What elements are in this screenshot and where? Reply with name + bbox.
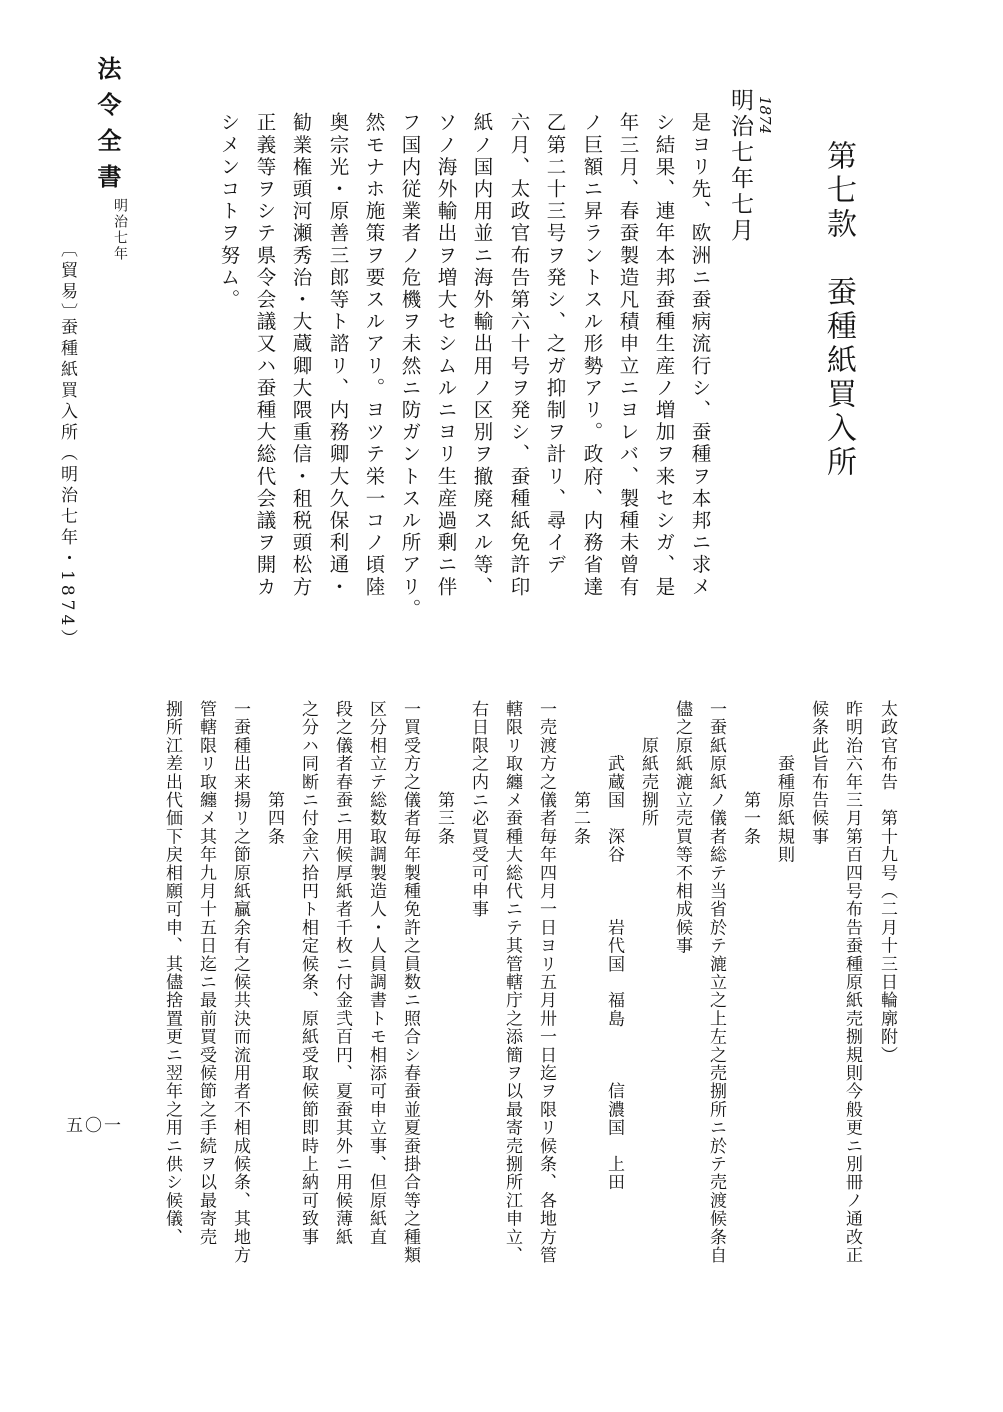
decree-line: 武蔵国 深谷 岩代国 福島 信濃国 上田: [604, 700, 624, 1192]
commentary-line: ソノ海外輸出ヲ増大セシムルニヨリ生産過剰ニ伴: [434, 112, 458, 599]
page-number: 五〇一: [66, 1116, 123, 1136]
commentary-line: 六月、太政官布告第六十号ヲ発シ、蚕種紙免許印: [507, 112, 531, 599]
decree-line: 段之儀者春蚕ニ用候厚紙者千枚ニ付金弐百円、夏蚕其外ニ用候薄紙: [332, 700, 352, 1246]
commentary-line: シメンコトヲ努ム。: [217, 112, 241, 311]
commentary-line: 正義等ヲシテ県令会議又ハ蚕種大総代会議ヲ開カ: [253, 112, 277, 599]
decree-line: 右日限之内ニ必買受可申事: [468, 700, 488, 919]
section-year: 1874: [756, 96, 774, 135]
commentary-line: 年三月、春蚕製造凡積申立ニヨレバ、製種未曾有: [616, 112, 640, 599]
commentary-line: フ国内従業者ノ危機ヲ未然ニ防ガントスル所アリ。: [398, 112, 422, 621]
decree-line: 第二条: [570, 700, 590, 846]
decree-line: 一蚕種出来揚リ之節原紙贏余有之候共決而流用者不相成候条、其地方: [230, 700, 250, 1265]
topic-reference: 蚕種紙買入所（明治七年・1874）: [57, 318, 77, 651]
decree-line: 一買受方之儀者毎年製種免許之員数ニ照合シ春蚕並夏蚕掛合等之種類: [400, 700, 420, 1265]
decree-line: 一売渡方之儀者毎年四月一日ヨリ五月卅一日迄ヲ限リ候条、各地方管: [536, 700, 556, 1265]
commentary-line: 是ヨリ先、欧洲ニ蚕病流行シ、蚕種ヲ本邦ニ求メ: [688, 112, 712, 599]
decree-line: 昨明治六年三月第百四号布告蚕種原紙売捌規則今般更ニ別冊ノ通改正: [842, 700, 862, 1265]
commentary-line: シ結果、連年本邦蚕種生産ノ増加ヲ来セシガ、是: [652, 112, 676, 599]
book-title: 法令全書: [93, 56, 122, 200]
decree-line: 区分相立テ総数取調製造人・人員調書トモ相添可申立事、但原紙直: [366, 700, 386, 1246]
commentary-line: 然モナホ施策ヲ要スルアリ。ヨツテ栄一コノ頃陸: [362, 112, 386, 599]
decree-header: 太政官布告 第十九号（二月十三日輪廓附）: [877, 700, 897, 1064]
commentary-line: 乙第二十三号ヲ発シ、之ガ抑制ヲ計リ、尋イデ: [543, 112, 567, 577]
decree-line: 第一条: [740, 700, 760, 846]
commentary-line: ノ巨額ニ昇ラントスル形勢アリ。政府、内務省達: [580, 112, 604, 599]
decree-line: 第三条: [434, 700, 454, 846]
decree-line: 管轄限リ取纏メ其年九月十五日迄ニ最前買受候節之手続ヲ以最寄売: [196, 700, 216, 1246]
decree-line: 轄限リ取纏メ蚕種大総代ニテ其管轄庁之添簡ヲ以最寄売捌所江申立、: [502, 700, 522, 1265]
category-label: 〔貿易〕: [57, 240, 77, 324]
decree-line: 原紙売捌所: [638, 700, 658, 828]
era-year: 明治七年: [112, 198, 128, 262]
decree-line: 第四条: [264, 700, 284, 846]
section-date: 明治七年七月: [727, 88, 753, 244]
decree-line: 之分ハ同断ニ付金六拾円ト相定候条、原紙受取候節即時上納可致事: [298, 700, 318, 1246]
decree-line: 候条此旨布告候事: [808, 700, 828, 846]
commentary-line: 紙ノ国内用並ニ海外輸出用ノ区別ヲ撤廃スル等、: [470, 112, 494, 599]
decree-line: 蚕種原紙規則: [774, 700, 794, 864]
section-title: 第七款 蚕種紙買入所: [821, 140, 856, 480]
decree-line: 一蚕紙原紙ノ儀者総テ当省於テ漉立之上左之売捌所ニ於テ売渡候条自: [706, 700, 726, 1265]
decree-line: 捌所江差出代価下戻相願可申、其儘捨置更ニ翌年之用ニ供シ候儀、: [162, 700, 182, 1246]
commentary-line: 勧業権頭河瀬秀治・大蔵卿大隈重信・租税頭松方: [289, 112, 313, 599]
commentary-line: 奥宗光・原善三郎等ト諮リ、内務卿大久保利通・: [326, 112, 350, 599]
decree-line: 儘之原紙漉立売買等不相成候事: [672, 700, 692, 955]
